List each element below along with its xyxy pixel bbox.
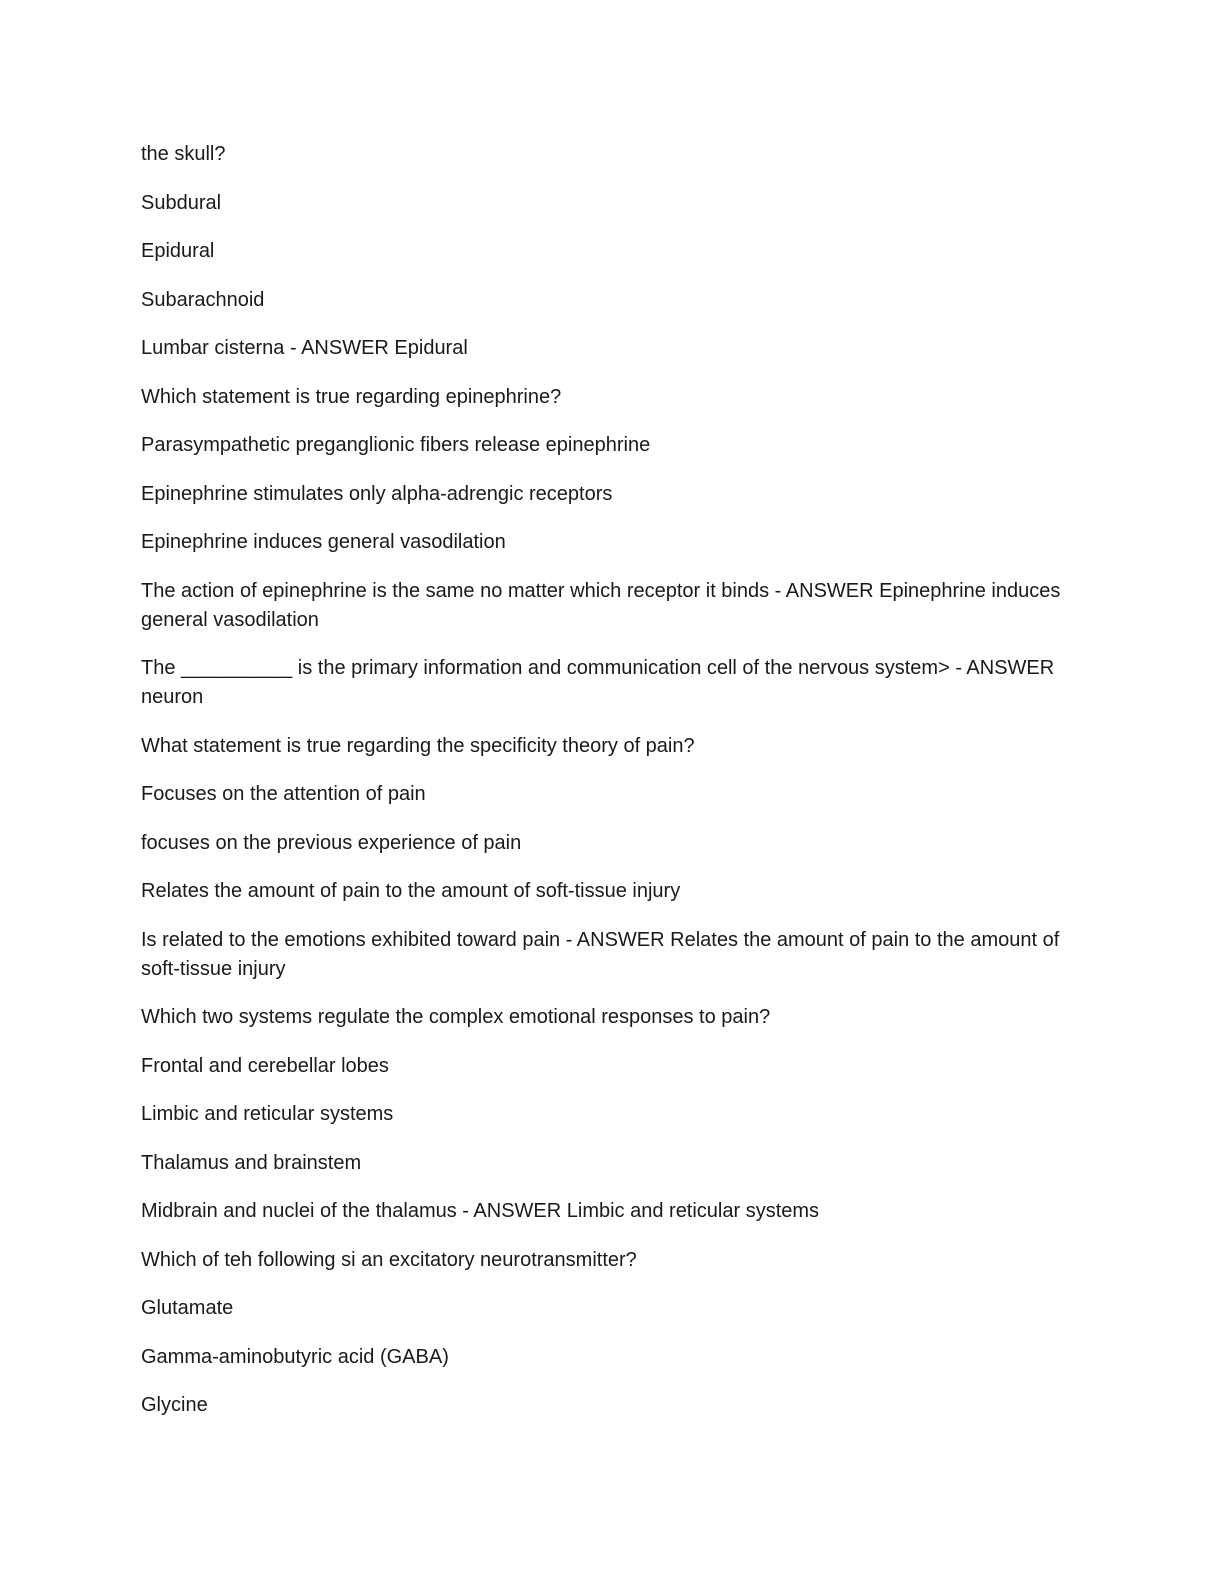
- document-body: [141, 140, 1081, 1440]
- paragraph: Limbic and reticular systems: [141, 1103, 394, 1125]
- paragraph: focuses on the previous experience of pain: [141, 831, 522, 854]
- paragraph: The action of epinephrine is the same no matter which receptor it binds - ANSWER Epinephrine induces general vasodilation: [141, 579, 1061, 631]
- paragraph: Thalamus and brainstem: [141, 1151, 362, 1174]
- paragraph: the skull?: [141, 143, 226, 165]
- paragraph: What statement is true regarding the specificity theory of pain?: [141, 734, 695, 757]
- paragraph: Focuses on the attention of pain: [141, 783, 426, 805]
- paragraph: Epidural: [141, 240, 215, 262]
- paragraph: Frontal and cerebellar lobes: [141, 1054, 389, 1077]
- paragraph: Midbrain and nuclei of the thalamus - ANSWER Limbic and reticular systems: [141, 1200, 820, 1222]
- paragraph: Epinephrine induces general vasodilation: [141, 531, 506, 553]
- paragraph: Lumbar cisterna - ANSWER Epidural: [141, 337, 468, 359]
- paragraph: Relates the amount of pain to the amount of soft-tissue injury: [141, 880, 681, 902]
- paragraph: Which two systems regulate the complex emotional responses to pain?: [141, 1006, 771, 1028]
- paragraph: Gamma-aminobutyric acid (GABA): [141, 1345, 449, 1368]
- paragraph: Which statement is true regarding epinephrine?: [141, 385, 562, 408]
- paragraph: Subarachnoid: [141, 288, 265, 311]
- paragraph: Epinephrine stimulates only alpha-adrengic receptors: [141, 482, 613, 505]
- paragraph: Which of teh following si an excitatory neurotransmitter?: [141, 1248, 637, 1271]
- paragraph: Parasympathetic preganglionic fibers release epinephrine: [141, 434, 651, 456]
- paragraph: Glutamate: [141, 1297, 234, 1319]
- paragraph: The __________ is the primary information and communication cell of the nervous system> - ANSWER neuron: [141, 657, 1055, 708]
- paragraph: Glycine: [141, 1394, 208, 1416]
- paragraph: Is related to the emotions exhibited toward pain - ANSWER Relates the amount of pain to the amount of soft-tissue injury: [141, 928, 1060, 980]
- paragraph: Subdural: [141, 191, 222, 214]
